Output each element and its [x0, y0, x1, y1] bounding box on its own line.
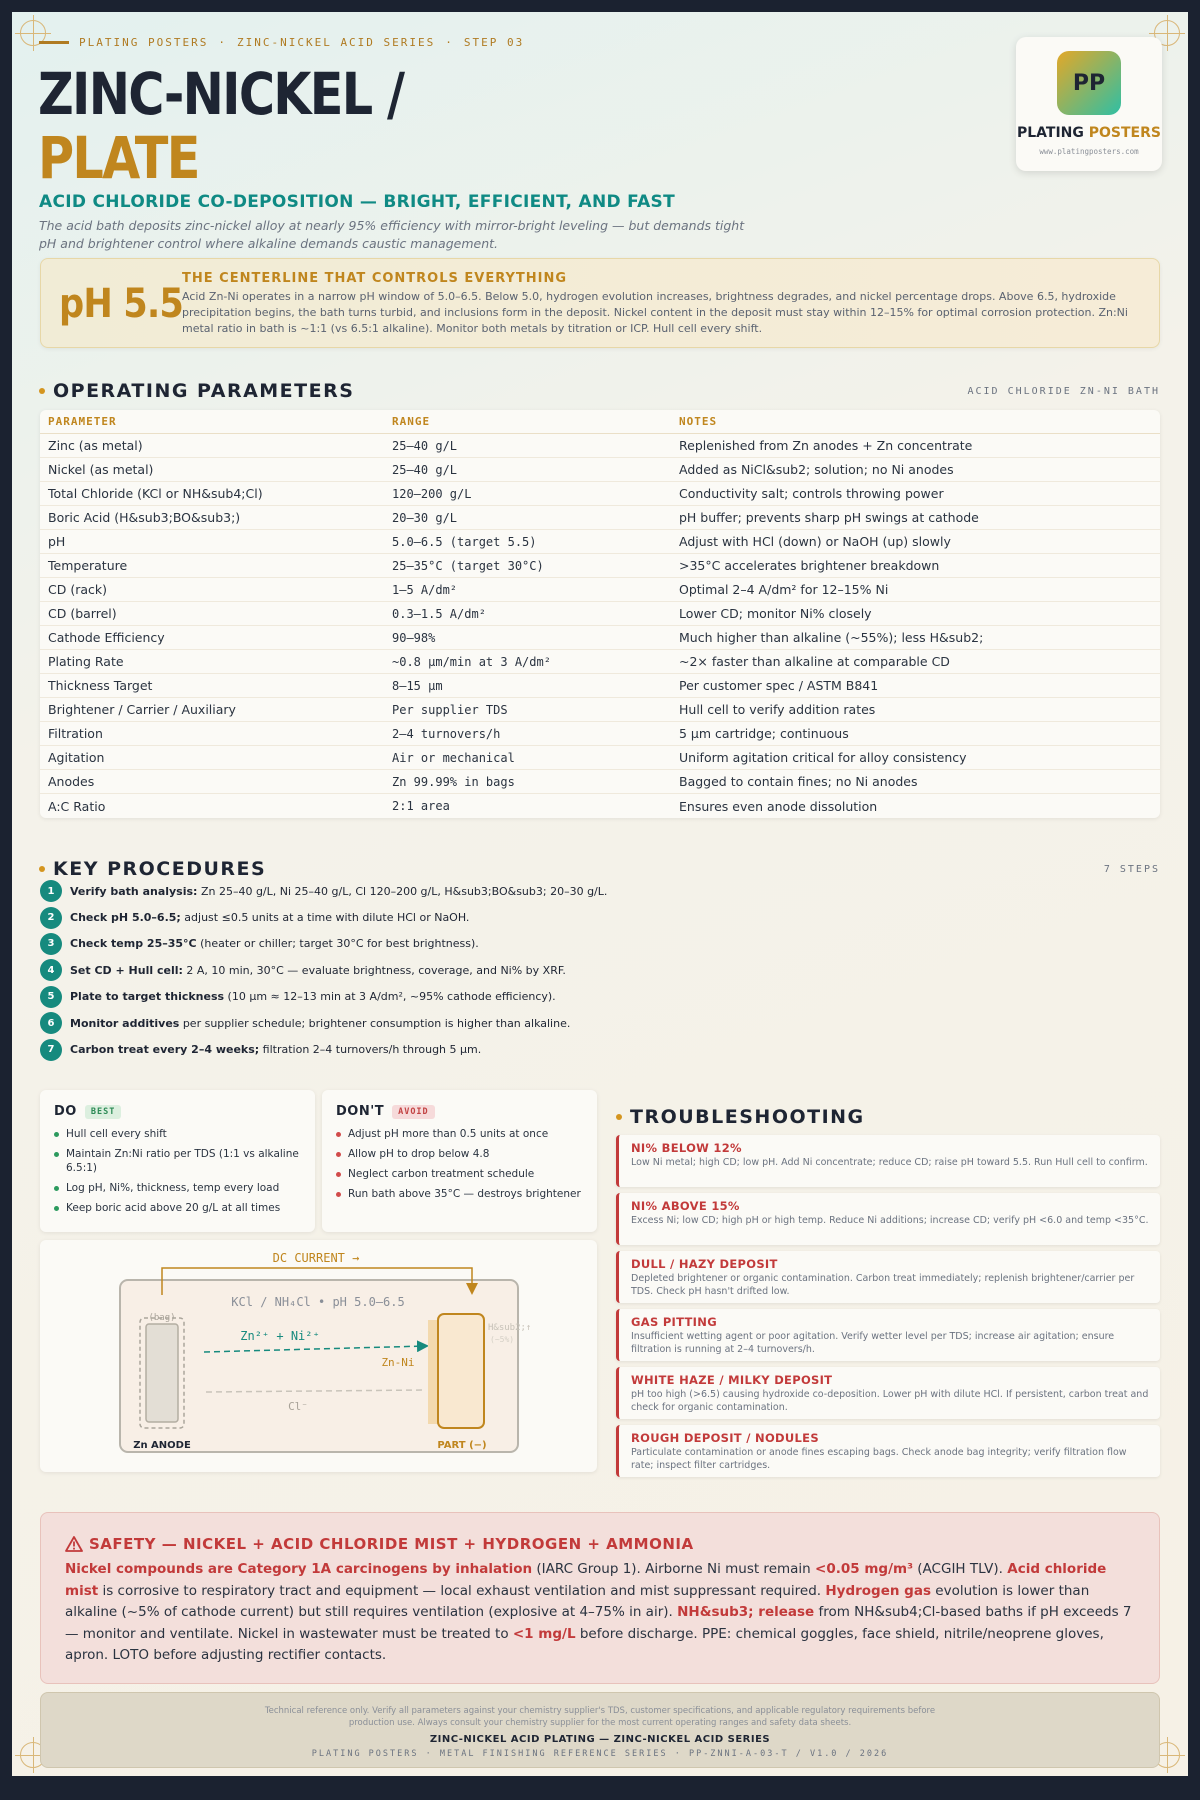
step-number: 5: [40, 986, 62, 1008]
logo-name-part1: PLATING: [1016, 125, 1084, 141]
cell-parameter: CD (barrel): [48, 606, 117, 621]
section-heading-text: OPERATING PARAMETERS: [53, 380, 355, 402]
breadcrumb-item: PLATING POSTERS: [79, 36, 209, 49]
step-text: [70, 1017, 570, 1030]
table-row: [40, 578, 1160, 602]
cell-notes: Bagged to contain fines; no Ni anodes: [679, 774, 918, 789]
cell-range: 20–30 g/L: [392, 510, 458, 525]
safety-highlight: Hydrogen gas: [825, 1582, 931, 1599]
column-header-notes: NOTES: [679, 415, 718, 428]
cell-parameter: pH: [48, 534, 66, 549]
table-row: [40, 458, 1160, 482]
step-text-rest: filtration 2–4 turnovers/h through 5 µm.: [259, 1043, 482, 1057]
step-number: 3: [40, 933, 62, 955]
step-number: 6: [40, 1012, 62, 1034]
deposit-layer: [428, 1320, 438, 1424]
procedure-step: [40, 1010, 940, 1036]
column-header-parameter: PARAMETER: [48, 415, 117, 428]
intro-text: The acid bath deposits zinc-nickel alloy at nearly 95% efficiency with mirror-bright leveling — but demands tight pH and brightener control where alkaline demands caustic management.: [39, 218, 745, 251]
hydrogen-label: H&sub2;↑: [488, 1323, 532, 1333]
cell-notes: >35°C accelerates brightener breakdown: [679, 558, 940, 573]
cell-parameter: CD (rack): [48, 582, 107, 597]
table-row: [40, 506, 1160, 530]
safety-highlight: NH&sub3; release: [677, 1604, 815, 1620]
step-text-rest: per supplier schedule; brightener consumption is higher than alkaline.: [179, 1016, 571, 1030]
cell-parameter: Anodes: [48, 774, 95, 789]
parameters-table: [40, 410, 1160, 818]
callout-body: Acid Zn-Ni operates in a narrow pH window of 5.0–6.5. Below 5.0, hydrogen evolution increases, brightness degrades, and nickel percentage drops. Above 6.5, hydroxide precipitation begins, the bath turns turbid, and inclusions form in the deposit. Nickel content in the deposit must stay within 12–15% for optimal corrosion protection. Zn:Ni metal ratio in bath is ~1:1 (vs 6.5:1 alkaline). Monitor both metals by titration or ICP. Hull cell every shift.: [182, 290, 1128, 335]
troubleshooting-title: DULL / HAZY DEPOSIT: [631, 1257, 778, 1271]
logo-name: [1016, 125, 1162, 141]
step-number: 7: [40, 1039, 62, 1061]
cell-notes: Conductivity salt; controls throwing power: [679, 486, 944, 501]
table-header: [40, 410, 1160, 434]
safety-text: evolution is lower than alkaline (~5% of cathode current) but still requires ventilation (explosive at 4–75% in air).: [65, 1582, 1090, 1620]
troubleshooting-item: [616, 1367, 1160, 1419]
cell-notes: 5 µm cartridge; continuous: [679, 726, 849, 741]
table-row: [40, 698, 1160, 722]
safety-text: before discharge. PPE: chemical goggles, face shield, nitrile/neoprene gloves, apron. LOTO before adjusting rectifier contacts.: [65, 1625, 1104, 1663]
step-text: [70, 885, 607, 898]
cell-notes: Much higher than alkaline (~55%); less H&sub2;: [679, 630, 984, 645]
cell-range: 25–35°C (target 30°C): [392, 558, 544, 573]
step-text-bold: Check pH 5.0–6.5;: [70, 911, 181, 925]
breadcrumb-item: STEP 03: [463, 36, 525, 49]
table-row: [40, 626, 1160, 650]
procedure-step: [40, 904, 940, 930]
step-text: [70, 990, 556, 1003]
troubleshooting-title: GAS PITTING: [631, 1315, 717, 1329]
ions-label: Zn²⁺ + Ni²⁺: [240, 1329, 320, 1343]
troubleshooting-desc: Particulate contamination or anode fines escaping bags. Check anode bag integrity; verify filtration flow rate; inspect filter cartridges.: [631, 1447, 1127, 1471]
dont-item: Neglect carbon treatment schedule: [336, 1167, 585, 1181]
avoid-badge: AVOID: [392, 1105, 435, 1119]
step-number: 1: [40, 880, 62, 902]
troubleshooting-desc: Low Ni metal; high CD; low pH. Add Ni concentrate; reduce CD; raise pH toward 5.5. Run Hull cell to confirm.: [631, 1157, 1148, 1168]
step-text-bold: Verify bath analysis:: [70, 884, 198, 898]
step-text-rest: adjust ≤0.5 units at a time with dilute HCl or NaOH.: [180, 911, 470, 925]
section-tag-parameters: ACID CHLORIDE ZN-NI BATH: [967, 386, 1160, 397]
zinc-anode: [146, 1324, 178, 1422]
breadcrumb-separator: ·: [445, 36, 454, 49]
do-title-text: DO: [54, 1104, 77, 1119]
section-heading-procedures: [39, 858, 266, 880]
safety-text: from NH&sub4;Cl-based baths if pH exceeds 7 — monitor and ventilate. Nickel in wastewater must be treated to: [65, 1604, 1132, 1642]
dont-title-text: DON'T: [336, 1104, 385, 1119]
dont-item: Run bath above 35°C — destroys brightener: [336, 1187, 585, 1201]
cell-parameter: Thickness Target: [48, 678, 153, 693]
troubleshooting-list: [616, 1135, 1160, 1483]
breadcrumb-item: ZINC-NICKEL ACID SERIES: [236, 36, 436, 49]
section-heading-text: KEY PROCEDURES: [53, 858, 267, 880]
cell-notes: ~2× faster than alkaline at comparable CD: [679, 654, 950, 669]
hydrogen-fraction-label: (~5%): [490, 1335, 515, 1344]
cell-diagram-svg: [40, 1240, 597, 1472]
table-row: [40, 482, 1160, 506]
procedure-step: [40, 984, 940, 1010]
chloride-label: Cl⁻: [288, 1400, 308, 1413]
column-header-range: RANGE: [392, 415, 431, 428]
troubleshooting-item: [616, 1251, 1160, 1303]
page-title-line1: ZINC-NICKEL /: [38, 60, 404, 128]
cell-notes: Uniform agitation critical for alloy consistency: [679, 750, 967, 765]
deposit-label: Zn-Ni: [381, 1356, 415, 1369]
cell-parameter: Plating Rate: [48, 654, 124, 669]
bath-chemistry-label: KCl / NH₄Cl • pH 5.0–6.5: [231, 1295, 405, 1309]
step-text-bold: Plate to target thickness: [70, 990, 225, 1004]
step-number: 2: [40, 907, 62, 929]
table-row: [40, 722, 1160, 746]
troubleshooting-title: NI% ABOVE 15%: [631, 1199, 740, 1213]
step-text-bold: Set CD + Hull cell:: [70, 963, 183, 977]
table-row: [40, 746, 1160, 770]
cathode-part: [438, 1314, 484, 1428]
troubleshooting-desc: Insufficient wetting agent or poor agitation. Verify wetter level per TDS; increase air agitation; ensure filtration is running at 2–4 turnovers/h.: [631, 1331, 1115, 1355]
troubleshooting-desc: pH too high (>6.5) causing hydroxide co-deposition. Lower pH with dilute HCl. If persistent, carbon treat and check for organic contamination.: [631, 1389, 1149, 1413]
troubleshooting-title: WHITE HAZE / MILKY DEPOSIT: [631, 1373, 833, 1387]
cell-notes: Replenished from Zn anodes + Zn concentrate: [679, 438, 973, 453]
step-text-rest: Zn 25–40 g/L, Ni 25–40 g/L, Cl 120–200 g/L, H&sub3;BO&sub3; 20–30 g/L.: [197, 884, 608, 898]
cell-range: 2:1 area: [392, 799, 450, 813]
step-text-rest: (heater or chiller; target 30°C for best brightness).: [196, 937, 479, 951]
cell-parameter: Agitation: [48, 750, 105, 765]
poster: [12, 12, 1188, 1776]
cell-parameter: Filtration: [48, 726, 103, 741]
procedure-step: [40, 957, 940, 983]
series-breadcrumb: [39, 36, 524, 49]
cell-parameter: Zinc (as metal): [48, 438, 143, 453]
step-text-bold: Carbon treat every 2–4 weeks;: [70, 1043, 260, 1057]
troubleshooting-title: ROUGH DEPOSIT / NODULES: [631, 1431, 819, 1445]
table-row: [40, 602, 1160, 626]
do-item: Keep boric acid above 20 g/L at all times: [54, 1201, 303, 1215]
cell-range: 5.0–6.5 (target 5.5): [392, 534, 537, 549]
section-heading-parameters: [39, 380, 354, 402]
cell-range: 1–5 A/dm²: [392, 582, 458, 597]
step-text: [70, 911, 469, 924]
section-heading-text: TROUBLESHOOTING: [630, 1106, 865, 1128]
procedure-step: [40, 1036, 940, 1062]
cell-parameter: Nickel (as metal): [48, 462, 154, 477]
cell-range: 2–4 turnovers/h: [392, 726, 501, 741]
cell-range: Air or mechanical: [392, 750, 515, 765]
cell-parameter: Temperature: [48, 558, 128, 573]
troubleshooting-desc: Excess Ni; low CD; high pH or high temp. Reduce Ni additions; increase CD; verify pH <6.0 and temp <35°C.: [631, 1215, 1149, 1226]
footer-meta: PLATING POSTERS · METAL FINISHING REFERENCE SERIES · PP-ZNNI-A-03-T / V1.0 / 2026: [311, 1749, 889, 1759]
procedure-steps: [40, 878, 940, 1063]
troubleshooting-title: NI% BELOW 12%: [631, 1141, 742, 1155]
bullet-dot-icon: [39, 866, 45, 872]
cell-notes: Added as NiCl&sub2; solution; no Ni anodes: [679, 462, 954, 477]
dont-item: Allow pH to drop below 4.8: [336, 1147, 585, 1161]
do-card-title: [54, 1104, 303, 1119]
cell-notes: pH buffer; prevents sharp pH swings at cathode: [679, 510, 979, 525]
troubleshooting-item: [616, 1135, 1160, 1187]
section-heading-troubleshooting: [616, 1106, 865, 1128]
cell-parameter: Brightener / Carrier / Auxiliary: [48, 702, 236, 717]
safety-highlight: <1 mg/L: [512, 1625, 576, 1642]
logo-url: www.platingposters.com: [1039, 147, 1139, 156]
step-text-bold: Monitor additives: [70, 1016, 180, 1030]
logo-name-part2: POSTERS: [1088, 125, 1161, 141]
do-list: [54, 1127, 303, 1215]
cell-parameter: Cathode Efficiency: [48, 630, 165, 645]
cell-parameter: Boric Acid (H&sub3;BO&sub3;): [48, 510, 241, 525]
safety-highlight: Acid chloride mist: [65, 1561, 1107, 1599]
step-text: [70, 937, 479, 950]
breadcrumb-separator: ·: [218, 36, 227, 49]
dc-current-label: DC CURRENT →: [272, 1251, 360, 1265]
step-text: [70, 1043, 481, 1056]
troubleshooting-item: [616, 1193, 1160, 1245]
callout-ph-value: pH 5.5: [59, 281, 183, 327]
cell-range: 90–98%: [392, 630, 436, 645]
safety-body: [65, 1559, 1137, 1667]
footer: [40, 1692, 1160, 1768]
cell-range: 25–40 g/L: [392, 462, 458, 477]
dont-item: Adjust pH more than 0.5 units at once: [336, 1127, 585, 1141]
safety-highlight: Nickel compounds are Category 1A carcinogens by inhalation: [65, 1561, 533, 1577]
page-subtitle: ACID CHLORIDE CO-DEPOSITION — BRIGHT, EFFICIENT, AND FAST: [39, 192, 675, 212]
cell-notes: Optimal 2–4 A/dm² for 12–15% Ni: [679, 582, 889, 597]
table-row: [40, 554, 1160, 578]
step-text-rest: (10 µm ≈ 12–13 min at 3 A/dm², ~95% cathode efficiency).: [224, 990, 556, 1004]
bullet-dot-icon: [616, 1114, 622, 1120]
safety-text: is corrosive to respiratory tract and equipment — local exhaust ventilation and mist suppressant required.: [98, 1582, 826, 1599]
troubleshooting-desc: Depleted brightener or organic contamination. Carbon treat immediately; replenish brightener/carrier per TDS. Check pH hasn't drifted low.: [631, 1273, 1135, 1297]
step-number: 4: [40, 959, 62, 981]
table-body: [40, 434, 1160, 818]
plating-cell-diagram: [40, 1240, 597, 1472]
step-text-bold: Check temp 25–35°C: [70, 937, 197, 951]
cell-range: 25–40 g/L: [392, 438, 458, 453]
dont-card-title: [336, 1104, 585, 1119]
do-item: Hull cell every shift: [54, 1127, 303, 1141]
safety-text: (ACGIH TLV).: [913, 1561, 1008, 1577]
table-row: [40, 770, 1160, 794]
cell-range: 8–15 µm: [392, 678, 443, 693]
bag-label: (bag): [148, 1313, 176, 1323]
cell-range: Per supplier TDS: [392, 702, 508, 717]
cell-range: 0.3–1.5 A/dm²: [392, 606, 486, 621]
table-row: [40, 674, 1160, 698]
cell-notes: Ensures even anode dissolution: [679, 798, 878, 814]
troubleshooting-item: [616, 1425, 1160, 1477]
dont-card: [322, 1090, 597, 1232]
safety-heading-text: SAFETY — NICKEL + ACID CHLORIDE MIST + HYDROGEN + AMMONIA: [89, 1535, 694, 1553]
part-label: PART (−): [437, 1440, 487, 1451]
dont-list: [336, 1127, 585, 1201]
section-tag-procedures: 7 STEPS: [1103, 864, 1160, 875]
cell-parameter: A:C Ratio: [48, 798, 106, 814]
step-text-rest: 2 A, 10 min, 30°C — evaluate brightness, coverage, and Ni% by XRF.: [182, 963, 566, 977]
cell-parameter: Total Chloride (KCl or NH&sub4;Cl): [48, 486, 263, 501]
best-badge: BEST: [85, 1105, 121, 1119]
table-row: [40, 530, 1160, 554]
safety-panel: [40, 1512, 1160, 1684]
warning-triangle-icon: [65, 1536, 83, 1552]
logo-mark: PP: [1057, 51, 1121, 115]
do-item: Maintain Zn:Ni ratio per TDS (1:1 vs alkaline 6.5:1): [54, 1147, 303, 1175]
safety-text: (IARC Group 1). Airborne Ni must remain: [532, 1561, 816, 1577]
cell-notes: Adjust with HCl (down) or NaOH (up) slowly: [679, 534, 951, 549]
table-row: [40, 434, 1160, 458]
cell-range: 120–200 g/L: [392, 486, 472, 501]
procedure-step: [40, 878, 940, 904]
cell-range: ~0.8 µm/min at 3 A/dm²: [392, 654, 551, 669]
cell-notes: Per customer spec / ASTM B841: [679, 678, 879, 693]
callout-heading: THE CENTERLINE THAT CONTROLS EVERYTHING: [182, 271, 568, 286]
cell-range: Zn 99.99% in bags: [392, 774, 515, 789]
brand-logo: [1016, 37, 1162, 171]
do-item: Log pH, Ni%, thickness, temp every load: [54, 1181, 303, 1195]
anode-label: Zn ANODE: [133, 1440, 191, 1451]
ph-callout: [40, 258, 1160, 348]
page-title-line2: PLATE: [38, 124, 199, 192]
cell-notes: Lower CD; monitor Ni% closely: [679, 606, 872, 621]
step-text: [70, 964, 566, 977]
accent-bar: [39, 41, 69, 44]
do-card: [40, 1090, 315, 1232]
table-row: [40, 650, 1160, 674]
table-row: [40, 794, 1160, 818]
bullet-dot-icon: [39, 388, 45, 394]
footer-disclaimer: Technical reference only. Verify all parameters against your chemistry supplier's TDS, customer specifications, and applicable regulatory requirements before production use. Always consult your chemistry supplier for the most current operating ranges and safety data sheets.: [264, 1706, 936, 1728]
safety-heading: [65, 1535, 1137, 1553]
procedure-step: [40, 931, 940, 957]
footer-title: ZINC-NICKEL ACID PLATING — ZINC-NICKEL ACID SERIES: [429, 1734, 771, 1745]
cell-notes: Hull cell to verify addition rates: [679, 702, 876, 717]
troubleshooting-item: [616, 1309, 1160, 1361]
safety-highlight: <0.05 mg/m³: [815, 1561, 913, 1577]
